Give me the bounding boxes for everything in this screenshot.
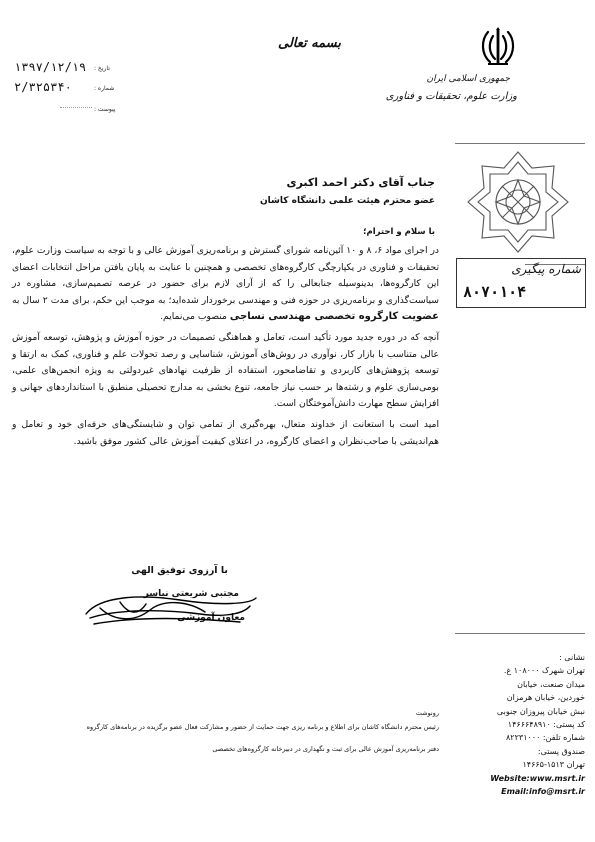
body-paragraph: آنچه که در دوره جدید مورد تأکید است، تعامل و هماهنگی تصمیمات در حوزه آموزش و پژوهش، توسعه آموزش عالی متناسب با بازار کار، نوآوری در روش‌های آموزش، شناسایی و رصد تحولات علم و فناوری، کمک به ارتقا و توسعه پژوهش‌های کاربردی و تقاضامحور، استفاده از ظرفیت نهادهای غیردولتی به ویژه انجمن‌های علمی، بومی‌سازی علوم و رشته‌ها بر حسب نیاز جامعه، تنوع بخشی به مدارج تحصیلی منطبق با استانداردهای جهانی و افزایش سطح مهارت دانش‌آموختگان است. [12,331,439,410]
website: Website:www.msrt.ir [490,773,585,783]
ministry-name: وزارت علوم، تحقیقات و فناوری [385,91,517,102]
tracking-number: ۸۰۷۰۱۰۴ [463,283,527,301]
address-line: تهران شهرک ۱۰۸۰۰۰ غ. [503,666,585,676]
address-label: نشانی : [559,653,585,662]
pobox-label: صندوق پستی: [537,746,585,756]
greeting: با سلام و احترام؛ [363,227,435,237]
attachment-dots [60,99,92,108]
attachment-label: پیوست : [94,106,116,113]
cc-line: دفتر برنامه‌ریزی آموزش عالی برای ثبت و نگهداری در دبیرخانه کارگروه‌های تخصصی [212,745,439,753]
tracking-box [456,258,586,308]
pobox: تهران ۱۵۱۳-۱۴۶۶۵ [522,760,585,770]
closing: با آرزوی توفیق الهی [131,565,228,576]
appointment-title: عضویت کارگروه تخصصی مهندسی نساجی [229,311,439,323]
body-text: منصوب می‌نمایم. [160,311,227,323]
iran-emblem-icon [478,26,518,68]
date-label: تاریخ : [94,65,110,72]
country-name: جمهوری اسلامی ایران [426,74,510,84]
body-paragraph [12,243,439,326]
email: Email:info@msrt.ir [501,787,585,797]
divider [455,633,585,634]
address-line: خوردین، خیابان هرمزان [506,693,585,703]
postal-code: کد پستی: ۱۴۶۶۶۴۸۹۱۰ [507,720,585,730]
number-label: شماره : [94,85,115,92]
body-paragraph: امید است با استعانت از خداوند متعال، بهره‌گیری از تمامی توان و شایستگی‌های حرفه‌ای خود و تعامل و هم‌اندیشی با صاحب‌نظران و اعضای کارگروه، در اعتلای کیفیت آموزش عالی کشور موفق باشید. [12,418,439,447]
cc-section [9,707,439,755]
invocation: بسمه تعالی [278,36,341,51]
address-line: نبش خیابان پیروزان جنوبی [496,706,585,716]
divider [455,143,585,144]
contact-info [435,651,585,798]
signer-name: مجتبی شریعتی نیاسر [143,589,239,599]
handwritten-signature [80,588,260,630]
address-line: میدان صنعت، خیابان [517,679,585,689]
phone: شماره تلفن: ۸۲۲۳۱۰۰۰ [506,733,585,743]
cc-heading: رونوشت [415,709,439,717]
tracking-label: شماره پیگیری [511,262,581,276]
ornament-icon [466,150,570,254]
date-value: ۱۳۹۷/۱۲/۱۹ [14,60,87,74]
recipient-name: جناب آقای دکتر احمد اکبری [286,176,435,189]
body-text: در اجرای مواد ۶، ۸ و ۱۰ آئین‌نامه شورای گسترش و برنامه‌ریزی آموزش عالی و با توجه به سیاست وزارت علوم، تحقیقات و فناوری در یکپارچگی کارگروه‌های تخصصی و همچنین با عنایت به پایان یافتن مراحل انتخابات اعضای این کارگروه‌ها، بدینوسیله جنابعالی را که از آرای لازم برای حضور در عرصه تصمیم‌سازی، مشاوره در سیاست‌گذاری و برنامه‌ریزی در حوزه فنی و مهندسی برخوردار شده‌اید؛ به موجب این حکم، برای مدت ۲ سال به [12,245,439,306]
recipient-title: عضو محترم هیئت علمی دانشگاه کاشان [259,196,435,206]
letter-body [12,243,439,450]
cc-line: رئیس محترم دانشگاه کاشان برای اطلاع و برنامه ریزی جهت حمایت از حضور و مشارکت فعال عضو برگزیده در برنامه‌های کارگروه [86,723,439,731]
number-value: ۲/۳۲۵۳۴۰ [14,80,72,94]
signer-position: معاون آموزشی [177,613,245,623]
